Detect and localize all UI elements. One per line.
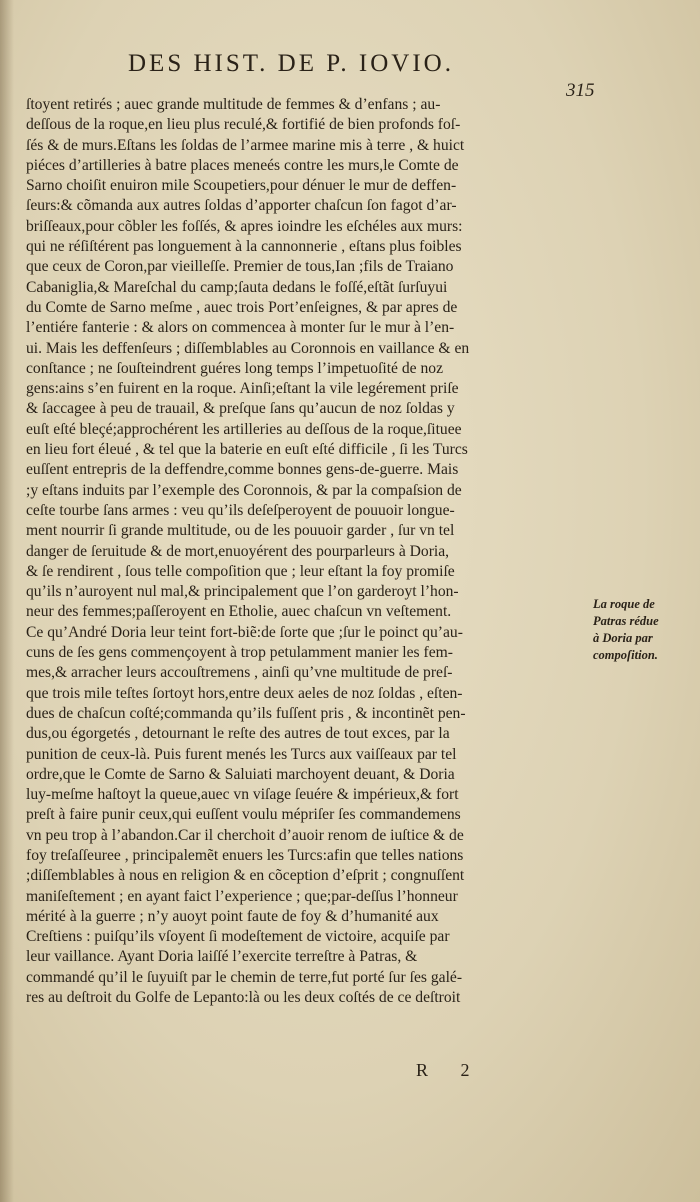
text-line: ſés & de murs.Eſtans les ſoldas de l’armee marine mis à terre , & huict: [26, 136, 465, 154]
text-line: punition de ceux-là. Puis furent menés les Turcs aux vaiſſeaux par tel: [26, 745, 457, 763]
running-title: DES HIST. DE P. IOVIO.: [128, 50, 454, 77]
margin-note-line: à Doria par: [593, 631, 653, 645]
text-line: ui. Mais les deffenſeurs ; diſſemblables au Coronnois en vaillance & en: [26, 339, 470, 357]
text-line: qui ne réſiſtérent pas longuement à la cannonnerie , eſtans plus foibles: [26, 238, 462, 256]
text-line: ſeurs:& cõmanda aux autres ſoldas d’apporter chaſcun ſon fagot d’ar-: [26, 197, 457, 215]
text-line: & ſaccagee à peu de trauail, & preſque ſans qu’aucun de noz ſoldas y: [26, 400, 455, 418]
text-line: euſt eſté bleçé;approchérent les artilleries au deſſous de la roque,ſituee: [26, 420, 462, 438]
page-number: 315: [566, 80, 595, 101]
text-line: Cabaniglia,& Mareſchal du camp;ſauta dedans le foſſé,eſtãt ſurſuyui: [26, 278, 448, 296]
text-line: qu’ils n’auroyent nul mal,& principalement que l’on garderoyt l’hon-: [26, 583, 459, 601]
margin-note: [593, 596, 693, 664]
signature-mark: R 2: [416, 1060, 484, 1080]
text-line: euſſent entrepris de la deffendre,comme bonnes gens-de-guerre. Mais: [26, 461, 459, 479]
text-line: & ſe rendirent , ſous telle compoſition que ; leur eſtant la foy promiſe: [26, 562, 455, 580]
text-line: en lieu fort éleué , & tel que la baterie en euſt eſté difficile , ſi les Turcs: [26, 441, 468, 459]
text-line: Sarno choiſit enuiron mile Scoupetiers,pour dénuer le mur de deffen-: [26, 177, 457, 195]
text-line: Ce qu’André Doria leur teint fort-biẽ:de ſorte que ;ſur le poinct qu’au-: [26, 623, 463, 641]
text-line: Creſtiens : puiſqu’ils vſoyent ſi modeſtement de victoire, acquiſe par: [26, 928, 450, 946]
text-line: du Comte de Sarno meſme , auec trois Port’enſeignes, & par apres de: [26, 298, 458, 316]
text-line: cuns de ſes gens commençoyent à trop petulamment manier les fem-: [26, 644, 453, 662]
text-line: vn peu trop à l’abandon.Car il cherchoit d’auoir renom de iuſtice & de: [26, 826, 464, 844]
text-line: ;y eſtans induits par l’exemple des Coronnois, & par la compaſsion de: [26, 481, 462, 499]
text-line: deſſous de la roque,en lieu plus reculé,& fortifié de bien profonds foſ-: [26, 116, 461, 134]
text-line: maniſeſtement ; en ayant faict l’experience ; que;par-deſſus l’honneur: [26, 887, 458, 905]
text-line: dus,ou égorgetés , detournant le reſte des autres de tout exces, par la: [26, 725, 450, 743]
margin-note-line: compoſition.: [593, 648, 658, 662]
text-line: res au deſtroit du Golfe de Lepanto:là ou les deux coſtés de ce deſtroit: [26, 989, 461, 1007]
text-line: mes,& arracher leurs accouſtremens , ainſi qu’vne multitude de preſ-: [26, 664, 453, 682]
text-line: conſtance ; ne ſouſteindrent guéres long temps l’impetuoſité de noz: [26, 359, 444, 377]
text-line: luy-meſme haſtoyt la queue,auec vn viſage ſeuére & impérieux,& fort: [26, 786, 459, 804]
text-line: ſtoyent retirés ; auec grande multitude de femmes & d’enfans ; au-: [26, 96, 441, 113]
text-line: commandé qu’il le ſuyuiſt par le chemin de terre,fut porté ſur ſes galé-: [26, 968, 463, 986]
margin-note-line: La roque de: [593, 597, 655, 611]
text-line: leur vaillance. Ayant Doria laiſſé l’exercite terreſtre à Patras, &: [26, 948, 418, 966]
text-line: gens:ains s’en fuirent en la roque. Ainſi;eſtant la vile legérement priſe: [26, 380, 459, 398]
text-line: que trois mile teſtes ſortoyt hors,entre deux aeles de noz ſoldas , eſten-: [26, 684, 463, 702]
text-line: ;diſſemblables à nous en religion & en cõception d’eſprit ; congnuſſent: [26, 867, 465, 885]
text-line: dues de chaſcun coſté;commanda qu’ils fuſſent pris , & incontinẽt pen-: [26, 704, 466, 722]
text-line: ceſte tourbe ſans armes : veu qu’ils deſeſperoyent de pouuoir longue-: [26, 501, 455, 519]
text-line: briſſeaux,pour cõbler les foſſés, & apres ioindre les eſchéles aux murs:: [26, 217, 463, 235]
text-line: foy treſaſſeuree , principalemẽt enuers les Turcs:afin que telles nations: [26, 846, 464, 864]
margin-note-line: Patras rédue: [593, 614, 659, 628]
body-text: [26, 95, 562, 1008]
text-line: danger de ſeruitude & de mort,enuoyérent des pourparleurs à Doria,: [26, 542, 450, 560]
text-line: l’entiére fanterie : & alors on commencea à monter ſur le mur à l’en-: [26, 319, 455, 337]
text-line: preſt à faire punir ceux,qui euſſent voulu mépriſer ſes commandemens: [26, 806, 461, 824]
text-line: piéces d’artilleries à batre places meneés contre les murs,le Comte de: [26, 156, 459, 174]
text-line: que ceux de Coron,par vieilleſſe. Premier de tous,Ian ;fils de Traiano: [26, 258, 454, 276]
text-line: mérité à la guerre ; n’y auoyt point faute de foy & d’humanité aux: [26, 907, 439, 925]
gutter-shadow: [0, 0, 14, 1202]
text-line: ordre,que le Comte de Sarno & Saluiati marchoyent deuant, & Doria: [26, 765, 455, 783]
text-line: ment nourrir ſi grande multitude, ou de les pouuoir garder , ſur vn tel: [26, 522, 455, 540]
text-line: neur des femmes;paſſeroyent en Etholie, auec chaſcun vn veſtement.: [26, 603, 452, 621]
